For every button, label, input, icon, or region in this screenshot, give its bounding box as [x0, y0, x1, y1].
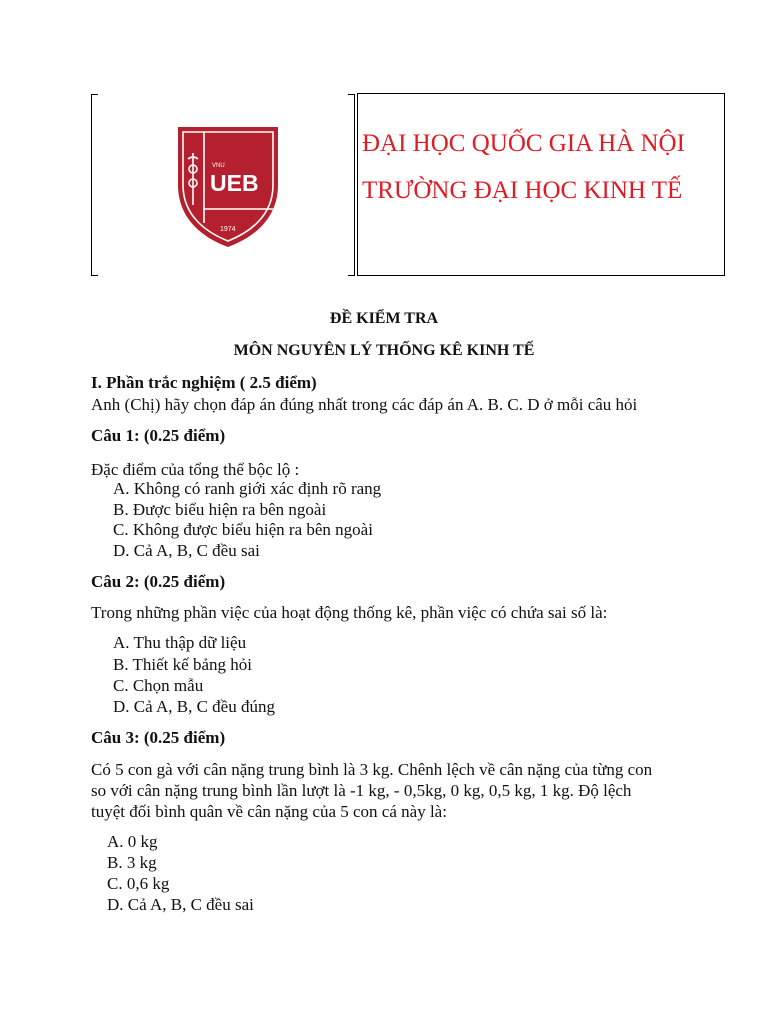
question-2-option-a: A. Thu thập dữ liệu [113, 633, 247, 652]
question-2-label: Câu 2: (0.25 điểm) [91, 572, 226, 591]
box-corner [348, 275, 354, 276]
section-heading: I. Phần trắc nghiệm ( 2.5 điểm) [91, 373, 317, 392]
question-3-option-a: A. 0 kg [107, 832, 158, 851]
question-1-option-b: B. Được biểu hiện ra bên ngoài [113, 500, 327, 519]
question-3-option-d: D. Cả A, B, C đều sai [107, 895, 254, 914]
section-instruction: Anh (Chị) hãy chọn đáp án đúng nhất trong các đáp án A. B. C. D ở mỗi câu hỏi [91, 395, 638, 414]
box-corner [92, 275, 98, 276]
question-1-label: Câu 1: (0.25 điểm) [91, 426, 226, 445]
exam-title: ĐỀ KIỂM TRA [329, 310, 439, 327]
logo-abbr: UEB [210, 170, 259, 196]
question-2-option-b: B. Thiết kế bảng hỏi [113, 655, 252, 674]
question-3-text-line-2: so với cân nặng trung bình lần lượt là -1 kg, - 0,5kg, 0 kg, 0,5 kg, 1 kg. Độ lệch [91, 781, 632, 800]
university-name: ĐẠI HỌC QUỐC GIA HÀ NỘI [362, 130, 685, 157]
exam-subject: MÔN NGUYÊN LÝ THỐNG KÊ KINH TẾ [233, 342, 535, 359]
question-3-text-line-1: Có 5 con gà với cân nặng trung bình là 3 kg. Chênh lệch về cân nặng của từng con [91, 760, 653, 779]
box-corner [348, 94, 354, 95]
ueb-logo-shield [174, 123, 282, 249]
faculty-name: TRƯỜNG ĐẠI HỌC KINH TẾ [362, 177, 683, 204]
question-2-option-c: C. Chọn mẫu [113, 676, 204, 695]
box-corner [92, 94, 98, 95]
logo-year: 1974 [220, 226, 236, 233]
question-1-option-a: A. Không có ranh giới xác định rõ rang [113, 479, 382, 498]
question-1-text: Đặc điểm của tổng thể bộc lộ : [91, 460, 300, 479]
question-1-option-d: D. Cả A, B, C đều sai [113, 541, 260, 560]
question-1-option-c: C. Không được biểu hiện ra bên ngoài [113, 520, 373, 539]
logo-small-text: VNU [212, 163, 225, 169]
question-2-option-d: D. Cả A, B, C đều đúng [113, 697, 275, 716]
question-3-label: Câu 3: (0.25 điểm) [91, 728, 226, 747]
question-3-option-c: C. 0,6 kg [107, 874, 170, 893]
question-2-text: Trong những phần việc của hoạt động thống kê, phần việc có chứa sai số là: [91, 603, 608, 622]
question-3-option-b: B. 3 kg [107, 853, 157, 872]
question-3-text-line-3: tuyệt đối bình quân về cân nặng của 5 con cá này là: [91, 802, 447, 821]
